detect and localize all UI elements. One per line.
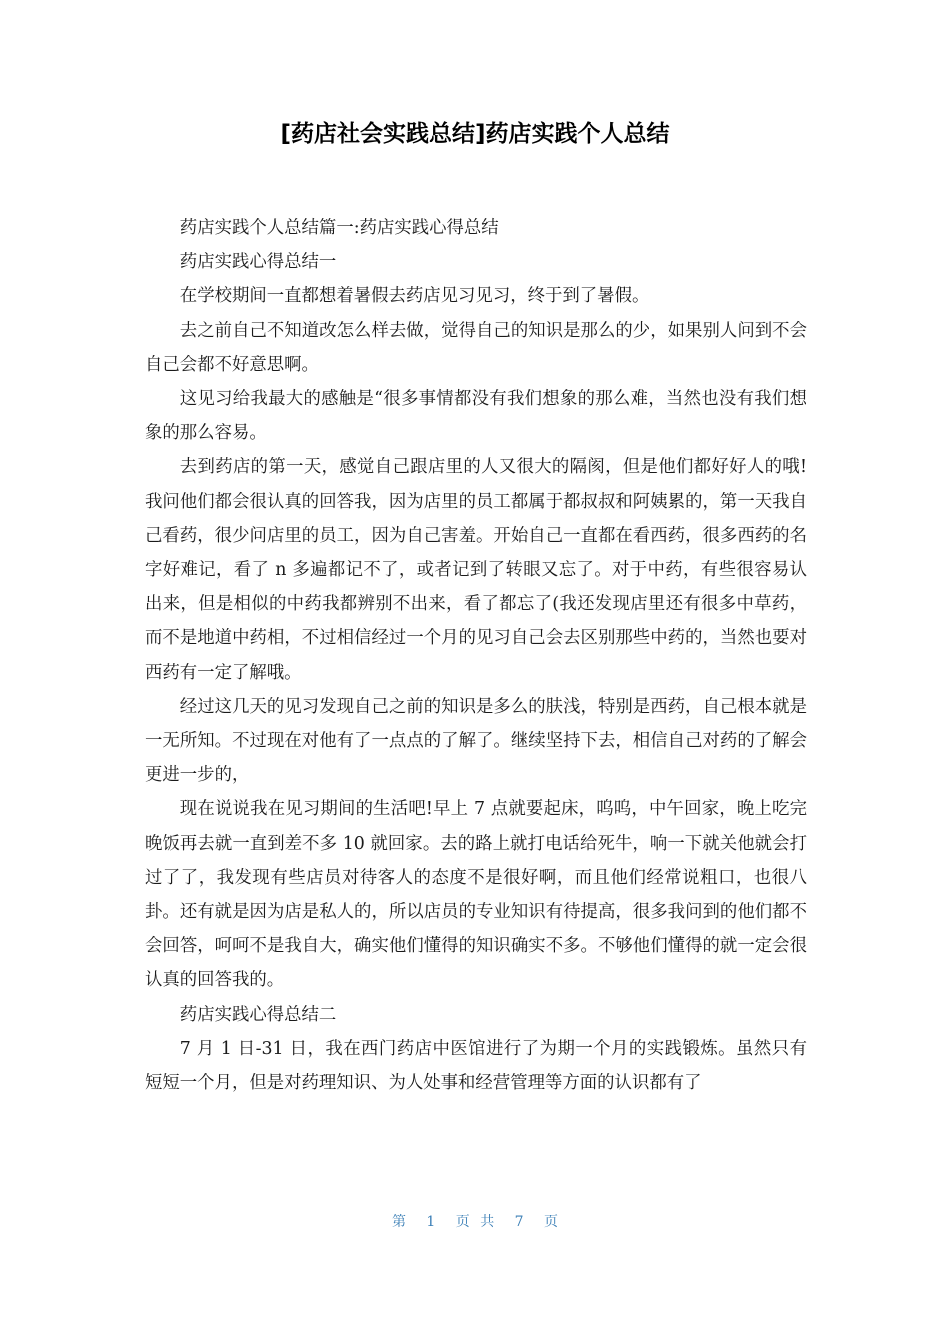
paragraph: 这见习给我最大的感触是“很多事情都没有我们想象的那么难，当然也没有我们想象的那么容易。 [145, 389, 807, 444]
paragraph: 经过这几天的见习发现自己之前的知识是多么的肤浅，特别是西药，自己根本就是一无所知。不过现在对他有了一点点的了解了。继续坚持下去，相信自己对药的了解会更进一步的， [145, 696, 807, 786]
paragraph: 药店实践心得总结一 [179, 252, 337, 273]
footer-label-of: 页 共 [455, 1214, 495, 1230]
paragraph: 现在说说我在见习期间的生活吧!早上 7 点就要起床，呜呜，中午回家，晚上吃完晚饭再去就一直到差不多 10 就回家。去的路上就打电话给死牛，响一下就关他就会打过了了，我发现有些店员对待客人的态度不是很好啊，而且他们经常说粗口，也很八卦。还有就是因为店是私人的，所以店员的专业知识有待提高，很多我问到的他们都不会回答，呵呵不是我自大，确实他们懂得的知识确实不多。不够他们懂得的就一定会很认真的回答我的。 [145, 799, 807, 991]
page-number-footer [0, 1211, 950, 1233]
footer-label-page: 第 [391, 1214, 406, 1230]
document-title: [药店社会实践总结]药店实践个人总结 [280, 121, 670, 147]
footer-current-page: 1 [426, 1214, 436, 1230]
paragraph: 药店实践个人总结篇一:药店实践心得总结 [179, 218, 499, 238]
paragraph: 药店实践心得总结二 [179, 1004, 337, 1025]
paragraph: 去到药店的第一天，感觉自己跟店里的人又很大的隔阂，但是他们都好好人的哦!我问他们都会很认真的回答我，因为店里的员工都属于都叔叔和阿姨累的，第一天我自己看药，很少问店里的员工，因为自己害羞。开始自己一直都在看西药，很多西药的名字好难记，看了 n 多遍都记不了，或者记到了转眼又忘了。对于中药，有些很容易认出来，但是相似的中药我都辨别不出来，看了都忘了(我还发现店里还有很多中草药，而不是地道中药相，不过相信经过一个月的见习自己会去区别那些中药的，当然也要对西药有一定了解哦。 [145, 457, 807, 683]
paragraph: 在学校期间一直都想着暑假去药店见习见习，终于到了暑假。 [179, 286, 650, 307]
footer-label-suffix: 页 [544, 1214, 559, 1230]
document-body [145, 211, 807, 1100]
footer-total-pages: 7 [514, 1214, 524, 1230]
paragraph: 7 月 1 日-31 日，我在西门药店中医馆进行了为期一个月的实践锻炼。虽然只有短短一个月，但是对药理知识、为人处事和经营管理等方面的认识都有了 [145, 1038, 807, 1094]
paragraph: 去之前自己不知道改怎么样去做，觉得自己的知识是那么的少，如果别人问到不会自己会都不好意思啊。 [145, 320, 807, 375]
